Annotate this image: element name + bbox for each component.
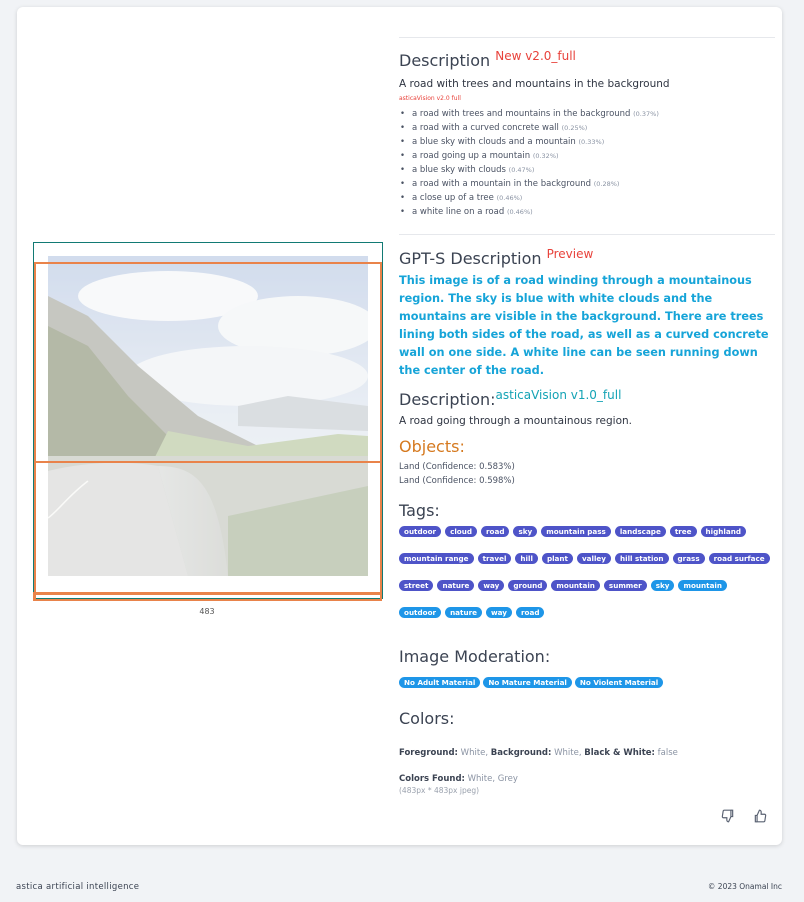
divider xyxy=(399,37,775,38)
tag-chip[interactable]: sky xyxy=(513,526,537,537)
caption-text: a road with trees and mountains in the background xyxy=(412,109,631,119)
bw-label: Black & White: xyxy=(584,748,655,758)
foreground-value: White, xyxy=(460,748,489,758)
caption-confidence: (0.47%) xyxy=(508,166,535,174)
tag-chip[interactable]: ground xyxy=(508,580,547,591)
gpt-heading: GPT-S Description xyxy=(399,249,542,268)
version-badge: New v2.0_full xyxy=(495,49,576,63)
caption-text: a road with a mountain in the background xyxy=(412,179,591,189)
gpt-section xyxy=(399,247,775,380)
tag-chip[interactable]: summer xyxy=(604,580,647,591)
caption-text: a close up of a tree xyxy=(412,193,494,203)
tag-chip[interactable]: hill xyxy=(515,553,538,564)
footer-brand: astica artificial intelligence xyxy=(16,882,140,892)
caption-item xyxy=(412,135,775,149)
image-size-label: 483 xyxy=(199,607,215,616)
objects-section xyxy=(399,437,775,488)
tags-section xyxy=(399,501,775,634)
model-label: asticaVision v2.0 full xyxy=(399,95,461,102)
tag-chip[interactable]: landscape xyxy=(615,526,666,537)
tag-chip[interactable]: mountain range xyxy=(399,553,474,564)
tag-chip[interactable]: street xyxy=(399,580,433,591)
caption-confidence: (0.37%) xyxy=(633,110,659,118)
moderation-section xyxy=(399,647,775,689)
tag-chip[interactable]: hill station xyxy=(615,553,669,564)
object-item: Land (Confidence: 0.598%) xyxy=(399,476,515,486)
tag-chip[interactable]: outdoor xyxy=(399,526,441,537)
image-info: (483px * 483px jpeg) xyxy=(399,786,480,795)
colors-found-value: White, Grey xyxy=(467,774,518,784)
tag-chip[interactable]: road xyxy=(516,607,544,618)
description-heading: Description xyxy=(399,51,491,70)
moderation-badge: No Violent Material xyxy=(575,677,663,688)
caption-confidence: (0.32%) xyxy=(532,152,559,160)
objects-heading: Objects: xyxy=(399,437,465,456)
tag-chip[interactable]: plant xyxy=(542,553,573,564)
tag-chip[interactable]: outdoor xyxy=(399,607,441,618)
caption-text: a road going up a mountain xyxy=(412,151,531,161)
tag-chip[interactable]: tree xyxy=(670,526,697,537)
caption-confidence: (0.28%) xyxy=(593,180,620,188)
tag-chip[interactable]: cloud xyxy=(445,526,477,537)
gpt-description: This image is of a road winding through a mountainous region. The sky is blue with white clouds and the mountains are visible in the background. There are trees lining both sides of the road, as well as a curved concrete wall on one side. A white line can be seen running down the center of the road. xyxy=(399,274,769,377)
tags-heading: Tags: xyxy=(399,501,440,520)
colors-section xyxy=(399,709,775,795)
model-badge: asticaVision v1.0_full xyxy=(495,388,622,402)
colors-heading: Colors: xyxy=(399,709,455,728)
object-bounding-box[interactable] xyxy=(34,461,382,601)
tag-chip[interactable]: nature xyxy=(437,580,474,591)
caption-confidence: (0.33%) xyxy=(578,138,605,146)
footer-copyright: © 2023 Onamal Inc xyxy=(707,882,782,891)
caption-text: a road with a curved concrete wall xyxy=(412,123,559,133)
caption-item xyxy=(412,205,775,219)
v1-caption: A road going through a mountainous region. xyxy=(399,415,633,427)
tag-chip[interactable]: road xyxy=(481,526,509,537)
tag-chip[interactable]: road surface xyxy=(709,553,770,564)
moderation-badge: No Adult Material xyxy=(399,677,480,688)
tag-chip[interactable]: sky xyxy=(651,580,675,591)
tag-chip[interactable]: mountain xyxy=(551,580,600,591)
object-item: Land (Confidence: 0.583%) xyxy=(399,462,515,472)
caption-item xyxy=(412,121,775,135)
tag-chip[interactable]: mountain xyxy=(678,580,727,591)
caption-list xyxy=(399,107,775,219)
moderation-badge: No Mature Material xyxy=(483,677,572,688)
bw-value: false xyxy=(657,748,678,758)
caption-confidence: (0.46%) xyxy=(496,194,523,202)
caption-item xyxy=(412,149,775,163)
foreground-label: Foreground: xyxy=(399,748,458,758)
tag-chip[interactable]: mountain pass xyxy=(541,526,611,537)
thumbs-down-icon[interactable] xyxy=(721,809,735,827)
tag-chip[interactable]: way xyxy=(478,580,504,591)
object-bounding-box[interactable] xyxy=(33,592,382,601)
colors-found xyxy=(399,774,775,784)
description-v1-heading: Description: xyxy=(399,390,496,409)
colors-found-label: Colors Found: xyxy=(399,774,465,784)
tag-chip[interactable]: nature xyxy=(445,607,482,618)
main-caption: A road with trees and mountains in the background xyxy=(399,78,670,90)
preview-badge: Preview xyxy=(546,247,594,261)
caption-text: a blue sky with clouds xyxy=(412,165,506,175)
color-summary xyxy=(399,748,775,758)
tag-chip[interactable]: travel xyxy=(478,553,512,564)
tag-chip[interactable]: valley xyxy=(577,553,611,564)
caption-text: a white line on a road xyxy=(412,207,505,217)
tag-chip[interactable]: highland xyxy=(701,526,746,537)
tag-list xyxy=(399,526,775,634)
caption-confidence: (0.25%) xyxy=(561,124,588,132)
background-label: Background: xyxy=(490,748,552,758)
caption-item xyxy=(412,163,775,177)
results-card xyxy=(17,7,782,845)
caption-item xyxy=(412,177,775,191)
moderation-heading: Image Moderation: xyxy=(399,647,551,666)
background-value: White, xyxy=(554,748,582,758)
thumbs-up-icon[interactable] xyxy=(753,809,767,827)
divider xyxy=(399,234,775,235)
tag-chip[interactable]: way xyxy=(486,607,512,618)
caption-confidence: (0.46%) xyxy=(506,208,533,216)
description-section xyxy=(399,49,775,219)
description-v1-section xyxy=(399,388,775,427)
tag-chip[interactable]: grass xyxy=(673,553,705,564)
caption-text: a blue sky with clouds and a mountain xyxy=(412,137,576,147)
caption-item xyxy=(412,191,775,205)
caption-item xyxy=(412,107,775,121)
